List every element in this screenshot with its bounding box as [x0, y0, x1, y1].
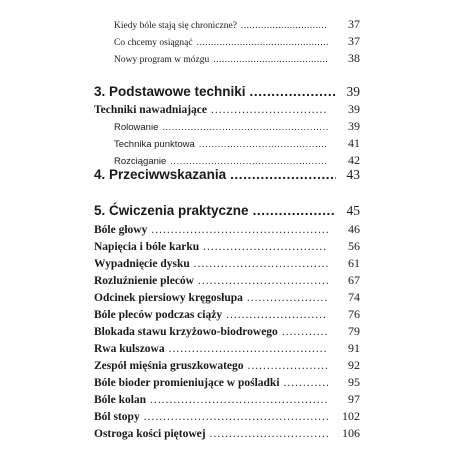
toc-entry — [114, 34, 360, 49]
toc-page-number: 43 — [346, 167, 360, 182]
toc-page-number: 39 — [346, 84, 360, 99]
dot-leader — [151, 224, 328, 236]
toc-page-number: 92 — [348, 358, 360, 372]
toc-section-title: Bóle bioder promieniujące w pośladki — [94, 377, 280, 389]
toc-entry-label: Kiedy bóle stają się chroniczne? — [114, 21, 237, 31]
dot-leader — [199, 139, 328, 150]
toc-section — [94, 375, 360, 390]
toc-page-number: 46 — [348, 222, 360, 236]
toc-section-title: Odcinek piersiowy kręgosłupa — [94, 292, 243, 304]
toc-page-number: 74 — [348, 290, 360, 304]
toc-section — [94, 409, 360, 424]
toc-page-number: 97 — [348, 392, 360, 406]
toc-entry — [114, 119, 360, 134]
toc-section — [94, 102, 360, 117]
toc-section — [94, 341, 360, 356]
dot-leader — [213, 55, 328, 65]
toc-entry — [114, 51, 360, 66]
dot-leader — [170, 156, 328, 167]
toc-entry-label: Rozciąganie — [114, 156, 167, 167]
toc-section — [94, 273, 360, 288]
dot-leader — [194, 258, 328, 270]
toc-page-number: 42 — [348, 153, 360, 167]
toc-page-number: 56 — [348, 239, 360, 253]
toc-section — [94, 256, 360, 271]
toc-entry-label: Nowy program w mózgu — [114, 55, 210, 65]
toc-section — [94, 307, 360, 322]
dot-leader — [198, 275, 328, 287]
toc-section — [94, 426, 360, 441]
toc-section-title: Ostroga kości piętowej — [94, 428, 206, 440]
toc-section — [94, 392, 360, 407]
toc-page-number: 67 — [348, 273, 360, 287]
toc-chapter — [94, 84, 360, 100]
toc-section-title: Napięcia i bóle karku — [94, 241, 200, 253]
toc-chapter-title: 3. Podstawowe techniki — [94, 84, 246, 99]
dot-leader — [282, 326, 328, 338]
toc-section — [94, 222, 360, 237]
dot-leader — [203, 241, 328, 253]
toc-chapter — [94, 203, 360, 219]
dot-leader — [250, 84, 336, 99]
dot-leader — [150, 394, 328, 406]
dot-leader — [253, 203, 336, 218]
toc-page-number: 61 — [348, 256, 360, 270]
toc-page-number: 45 — [346, 203, 360, 218]
toc-page-number: 91 — [348, 341, 360, 355]
toc-page-number: 38 — [348, 51, 360, 65]
dot-leader — [241, 21, 328, 31]
toc-entry-label: Co chcemy osiągnąć — [114, 38, 193, 48]
toc-section-title: Bóle głowy — [94, 224, 148, 236]
toc-section — [94, 290, 360, 305]
dot-leader — [144, 411, 328, 423]
toc-section-title: Rwa kulszowa — [94, 343, 165, 355]
toc-section — [94, 324, 360, 339]
toc-page-number: 102 — [342, 409, 360, 423]
dot-leader — [162, 122, 328, 133]
toc-chapter-title: 4. Przeciwwskazania — [94, 167, 227, 182]
toc-page-number: 79 — [348, 324, 360, 338]
dot-leader — [284, 377, 328, 389]
dot-leader — [210, 428, 328, 440]
dot-leader — [211, 104, 328, 116]
toc-section-title: Blokada stawu krzyżowo-biodrowego — [94, 326, 278, 338]
toc-entry — [114, 136, 360, 151]
toc-section — [94, 358, 360, 373]
toc-page-number: 39 — [348, 102, 360, 116]
toc-page-number: 41 — [348, 136, 360, 150]
toc-chapter-title: 5. Ćwiczenia praktyczne — [94, 203, 249, 218]
toc-section-title: Wypadnięcie dysku — [94, 258, 190, 270]
dot-leader — [197, 38, 328, 48]
dot-leader — [247, 292, 328, 304]
toc-entry-label: Technika punktowa — [114, 139, 195, 150]
toc-page-number: 37 — [348, 34, 360, 48]
dot-leader — [226, 309, 328, 321]
toc-page-number: 76 — [348, 307, 360, 321]
toc-section-title: Bóle kolan — [94, 394, 147, 406]
toc-page-number: 106 — [342, 426, 360, 440]
dot-leader — [248, 360, 329, 372]
toc-section-title: Techniki nawadniające — [94, 104, 208, 116]
toc-entry — [114, 153, 360, 168]
toc-section-title: Ból stopy — [94, 411, 140, 423]
toc-section-title: Bóle pleców podczas ciąży — [94, 309, 223, 321]
toc-section-title: Zespół mięśnia gruszkowatego — [94, 360, 244, 372]
dot-leader — [230, 167, 336, 182]
toc-page-number: 37 — [348, 17, 360, 31]
toc-chapter — [94, 167, 360, 183]
toc-section-title: Rozluźnienie pleców — [94, 275, 194, 287]
toc-entry-label: Rolowanie — [114, 122, 159, 133]
toc-section — [94, 239, 360, 254]
dot-leader — [169, 343, 328, 355]
toc-page-number: 39 — [348, 119, 360, 133]
toc-entry — [114, 17, 360, 32]
toc-page-number: 95 — [348, 375, 360, 389]
